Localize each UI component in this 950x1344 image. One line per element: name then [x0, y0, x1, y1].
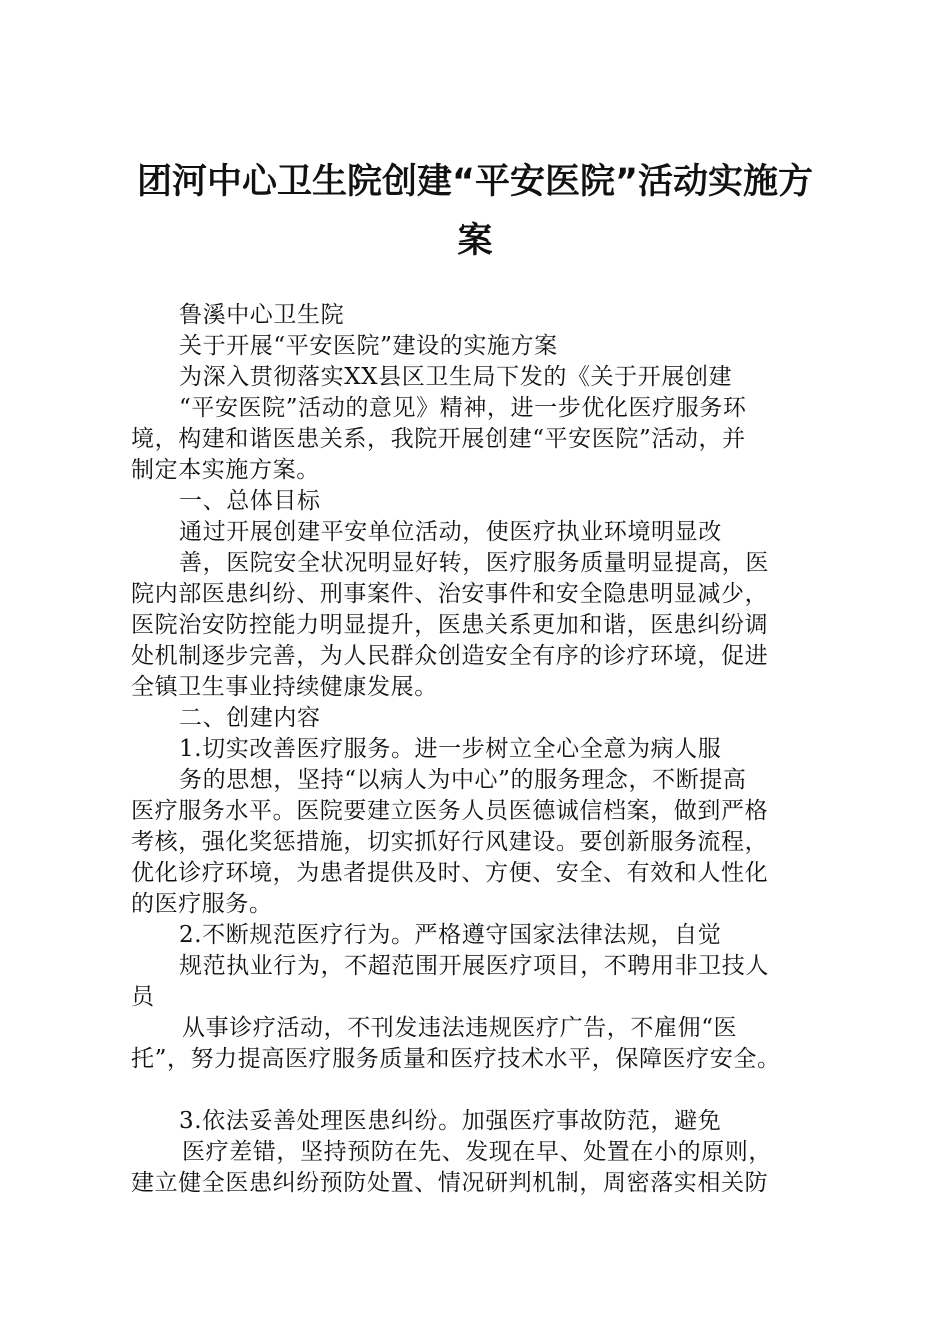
body-line: 医疗差错，坚持预防在先、发现在早、处置在小的原则， — [182, 1139, 772, 1165]
section-heading: 一、总体目标 — [179, 488, 321, 514]
body-line: 务的思想，坚持“以病人为中心”的服务理念，不断提高 — [179, 767, 747, 793]
body-line: 1.切实改善医疗服务。进一步树立全心全意为病人服 — [179, 736, 722, 762]
body-line: 从事诊疗活动，不刊发违法违规医疗广告，不雇佣“医 — [182, 1015, 738, 1041]
body-line: 3.依法妥善处理医患纠纷。加强医疗事故防范，避免 — [179, 1108, 722, 1134]
body-line: 通过开展创建平安单位活动，使医疗执业环境明显改 — [179, 519, 722, 545]
document-title-line-1: 团河中心卫生院创建“平安医院”活动实施方 — [136, 162, 813, 202]
body-line: 优化诊疗环境，为患者提供及时、方便、安全、有效和人性化 — [131, 860, 769, 886]
body-line: 鲁溪中心卫生院 — [179, 302, 345, 328]
body-line: 员 — [131, 984, 155, 1010]
body-line: 建立健全医患纠纷预防处置、情况研判机制，周密落实相关防 — [131, 1170, 769, 1196]
body-line: 规范执业行为，不超范围开展医疗项目，不聘用非卫技人 — [179, 953, 769, 979]
body-line: 制定本实施方案。 — [131, 457, 320, 483]
body-line: 善，医院安全状况明显好转，医疗服务质量明显提高，医 — [179, 550, 769, 576]
body-line: 托”，努力提高医疗服务质量和医疗技术水平，保障医疗安全。 — [131, 1046, 781, 1072]
body-line: 关于开展“平安医院”建设的实施方案 — [179, 333, 558, 359]
body-line: 医院治安防控能力明显提升，医患关系更加和谐，医患纠纷调 — [131, 612, 769, 638]
body-line: 2.不断规范医疗行为。严格遵守国家法律法规，自觉 — [179, 922, 722, 948]
body-line: 考核，强化奖惩措施，切实抓好行风建设。要创新服务流程， — [131, 829, 769, 855]
document-title-line-2: 案 — [457, 221, 493, 261]
body-line: 全镇卫生事业持续健康发展。 — [131, 674, 438, 700]
body-line: “平安医院”活动的意见》精神，进一步优化医疗服务环 — [179, 395, 747, 421]
body-line: 境，构建和谐医患关系，我院开展创建“平安医院”活动，并 — [131, 426, 746, 452]
body-line: 的医疗服务。 — [131, 891, 273, 917]
section-heading: 二、创建内容 — [179, 705, 321, 731]
body-line: 为深入贯彻落实XX县区卫生局下发的《关于开展创建 — [179, 364, 733, 390]
body-line: 处机制逐步完善，为人民群众创造安全有序的诊疗环境，促进 — [131, 643, 769, 669]
body-line: 医疗服务水平。医院要建立医务人员医德诚信档案，做到严格 — [131, 798, 769, 824]
body-line: 院内部医患纠纷、刑事案件、治安事件和安全隐患明显减少， — [131, 581, 769, 607]
